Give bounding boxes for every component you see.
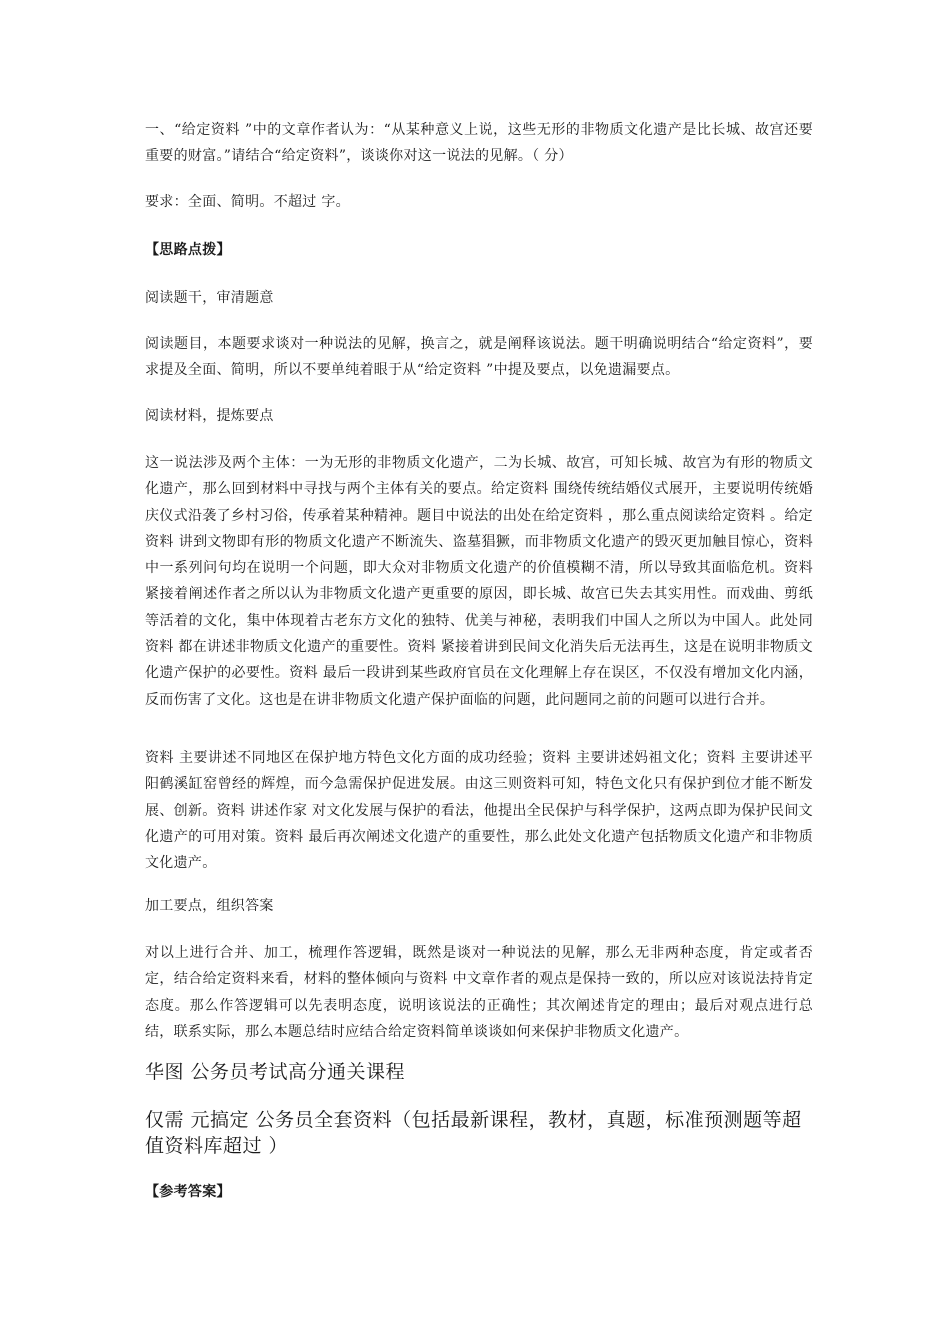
section-hint-heading: 【思路点拨】	[145, 242, 231, 258]
step2-title: 阅读材料，提炼要点	[145, 408, 274, 424]
step1-text: 阅读题目，本题要求谈对一种说法的见解，换言之，就是阐释该说法。题干明确说明结合“给定资料”，要求提及全面、简明，所以不要单纯着眼于从“给定资料 ”中提及要点，以免遗漏要点。	[145, 336, 813, 379]
step2-text-2: 资料 主要讲述不同地区在保护地方特色文化方面的成功经验；资料 主要讲述妈祖文化；资料 主要讲述平阳鹤溪缸窑曾经的辉煌，而今急需保护促进发展。由这三则资料可知，特色文化只有保护到位才能不断发展、创新。资料 讲述作家 对文化发展与保护的看法，他提出全民保护与科学保护，这两点即为保护民间文化遗产的可用对策。资料 最后再次阐述文化遗产的重要性，那么此处文化遗产包括物质文化遗产和非物质文化遗产。	[145, 750, 813, 872]
step3-text: 对以上进行合并、加工，梳理作答逻辑，既然是谈对一种说法的见解，那么无非两种态度，肯定或者否定，结合给定资料来看，材料的整体倾向与资料 中文章作者的观点是保持一致的，所以应对该说法持肯定态度。那么作答逻辑可以先表明态度，说明该说法的正确性；其次阐述肯定的理由；最后对观点进行总结，联系实际，那么本题总结时应结合给定资料简单谈谈如何来保护非物质文化遗产。	[145, 945, 813, 1040]
step2-text-1: 这一说法涉及两个主体：一为无形的非物质文化遗产，二为长城、故宫，可知长城、故宫为有形的物质文化遗产，那么回到材料中寻找与两个主体有关的要点。给定资料 围绕传统结婚仪式展开，主要说明传统婚庆仪式沿袭了乡村习俗，传承着某种精神。题目中说法的出处在给定资料 ，那么重点阅读给定资料 。给定资料 讲到文物即有形的物质文化遗产不断流失、盗墓猖獗，而非物质文化遗产的毁灭更加触目惊心，资料中一系列问句均在说明一个问题，即大众对非物质文化遗产的价值模糊不清，所以导致其面临危机。资料 紧接着阐述作者之所以认为非物质文化遗产更重要的原因，即长城、故宫已失去其实用性。而戏曲、剪纸等活着的文化，集中体现着古老东方文化的独特、优美与神秘，表明我们中国人之所以为中国人。此处同资料 都在讲述非物质文化遗产的重要性。资料 紧接着讲到民间文化消失后无法再生，这是在说明非物质文化遗产保护的必要性。资料 最后一段讲到某些政府官员在文化理解上存在误区，不仅没有增加文化内涵，反而伤害了文化。这也是在讲非物质文化遗产保护面临的问题，此问题同之前的问题可以进行合并。	[145, 455, 813, 708]
step1-title: 阅读题干，审清题意	[145, 290, 274, 306]
ad-course-title: 华图 公务员考试高分通关课程	[145, 1061, 406, 1083]
answer-heading: 【参考答案】	[145, 1184, 231, 1200]
ad-course-offer: 仅需 元搞定 公务员全套资料（包括最新课程，教材，真题，标准预测题等超值资料库超过 ）	[145, 1109, 802, 1157]
question-text: 一、“给定资料 ”中的文章作者认为：“从某种意义上说，这些无形的非物质文化遗产是比长城、故宫还要重要的财富。”请结合“给定资料”，谈谈你对这一说法的见解。（ 分）	[145, 122, 813, 165]
requirement-text: 要求：全面、简明。不超过 字。	[145, 194, 350, 210]
step3-title: 加工要点，组织答案	[145, 898, 274, 914]
